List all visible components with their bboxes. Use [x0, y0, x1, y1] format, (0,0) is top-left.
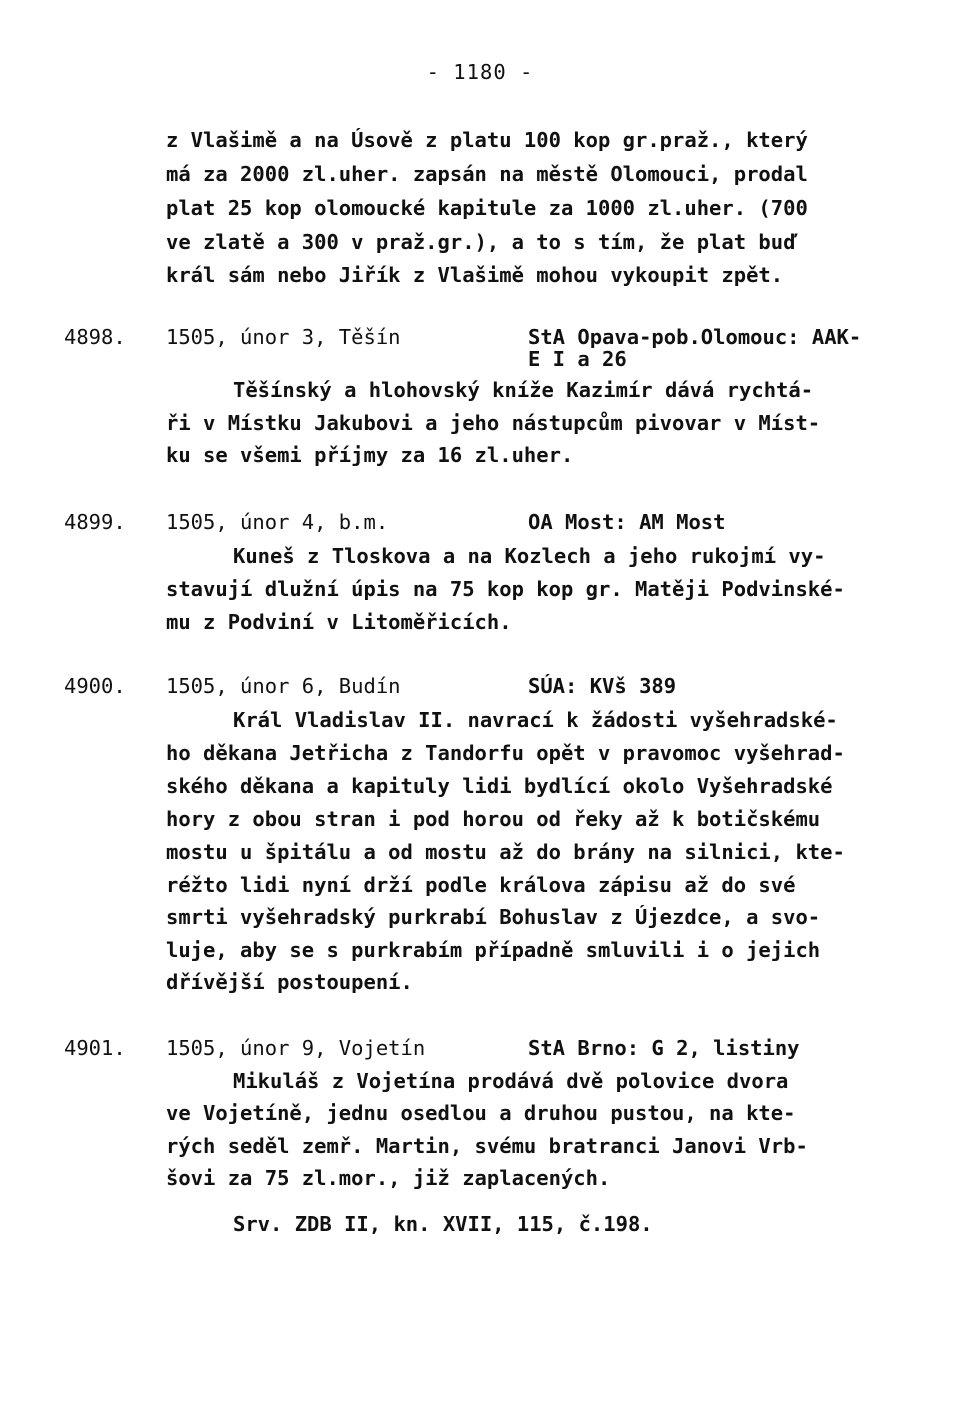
entry-text-line: ho děkana Jetřicha z Tandorfu opět v pravomoc vyšehrad-: [166, 741, 845, 765]
entry-number: 4900.: [64, 674, 126, 698]
entry-text-line: ve Vojetíně, jednu osedlou a druhou pustou, na kte-: [166, 1101, 796, 1125]
entry-text-line: réžto lidi nyní drží podle králova zápisu až do své: [166, 873, 796, 897]
entry-date-place: 1505, únor 9, Vojetín: [166, 1036, 426, 1060]
entry-text-line: dřívější postoupení.: [166, 970, 413, 994]
entry-text-line: hory z obou stran i pod horou od řeky až k botičskému: [166, 807, 821, 831]
entry-number: 4898.: [64, 325, 126, 349]
entry-number: 4901.: [64, 1036, 126, 1060]
entry-source: StA Opava-pob.Olomouc: AAK-: [528, 325, 862, 349]
entry-text-line: Kuneš z Tloskova a na Kozlech a jeho rukojmí vy-: [233, 544, 826, 568]
continuation-line: z Vlašimě a na Úsově z platu 100 kop gr.praž., který: [166, 128, 808, 152]
entry-text-line: mostu u špitálu a od mostu až do brány na silnici, kte-: [166, 840, 845, 864]
entry-number: 4899.: [64, 510, 126, 534]
entry-date-place: 1505, únor 6, Budín: [166, 674, 401, 698]
entry-text-line: ku se všemi příjmy za 16 zl.uher.: [166, 443, 574, 467]
continuation-line: má za 2000 zl.uher. zapsán na městě Olomouci, prodal: [166, 162, 808, 186]
entry-text-line: rých seděl zemř. Martin, svému bratranci Janovi Vrb-: [166, 1134, 808, 1158]
entry-source: SÚA: KVš 389: [528, 674, 677, 698]
continuation-line: král sám nebo Jiřík z Vlašimě mohou vykoupit zpět.: [166, 263, 784, 287]
entry-text-line: ského děkana a kapituly lidi bydlící okolo Vyšehradské: [166, 774, 833, 798]
entry-date-place: 1505, únor 3, Těšín: [166, 325, 401, 349]
entry-text-line: luje, aby se s purkrabím případně smluvili i o jejich: [166, 938, 821, 962]
continuation-line: ve zlatě a 300 v praž.gr.), a to s tím, že plat buď: [166, 230, 796, 254]
entry-text-line: stavují dlužní úpis na 75 kop kop gr. Matěji Podvinské-: [166, 577, 845, 601]
entry-text-line: šovi za 75 zl.mor., již zaplacených.: [166, 1166, 611, 1190]
entry-note: Srv. ZDB II, kn. XVII, 115, č.198.: [233, 1212, 653, 1236]
entry-text-line: Král Vladislav II. navrací k žádosti vyšehradské-: [233, 708, 838, 732]
entry-source: OA Most: AM Most: [528, 510, 726, 534]
entry-text-line: Mikuláš z Vojetína prodává dvě polovice dvora: [233, 1069, 789, 1093]
page-number: - 1180 -: [426, 60, 534, 84]
entry-text-line: ři v Místku Jakubovi a jeho nástupcům pivovar v Míst-: [166, 411, 821, 435]
entry-text-line: mu z Podviní v Litoměřicích.: [166, 610, 512, 634]
entry-date-place: 1505, únor 4, b.m.: [166, 510, 389, 534]
continuation-line: plat 25 kop olomoucké kapitule za 1000 zl.uher. (700: [166, 196, 808, 220]
entry-source: StA Brno: G 2, listiny: [528, 1036, 800, 1060]
entry-text-line: smrti vyšehradský purkrabí Bohuslav z Újezdce, a svo-: [166, 905, 821, 929]
entry-text-line: Těšínský a hlohovský kníže Kazimír dává rychtá-: [233, 378, 814, 402]
entry-source: E I a 26: [528, 347, 627, 371]
